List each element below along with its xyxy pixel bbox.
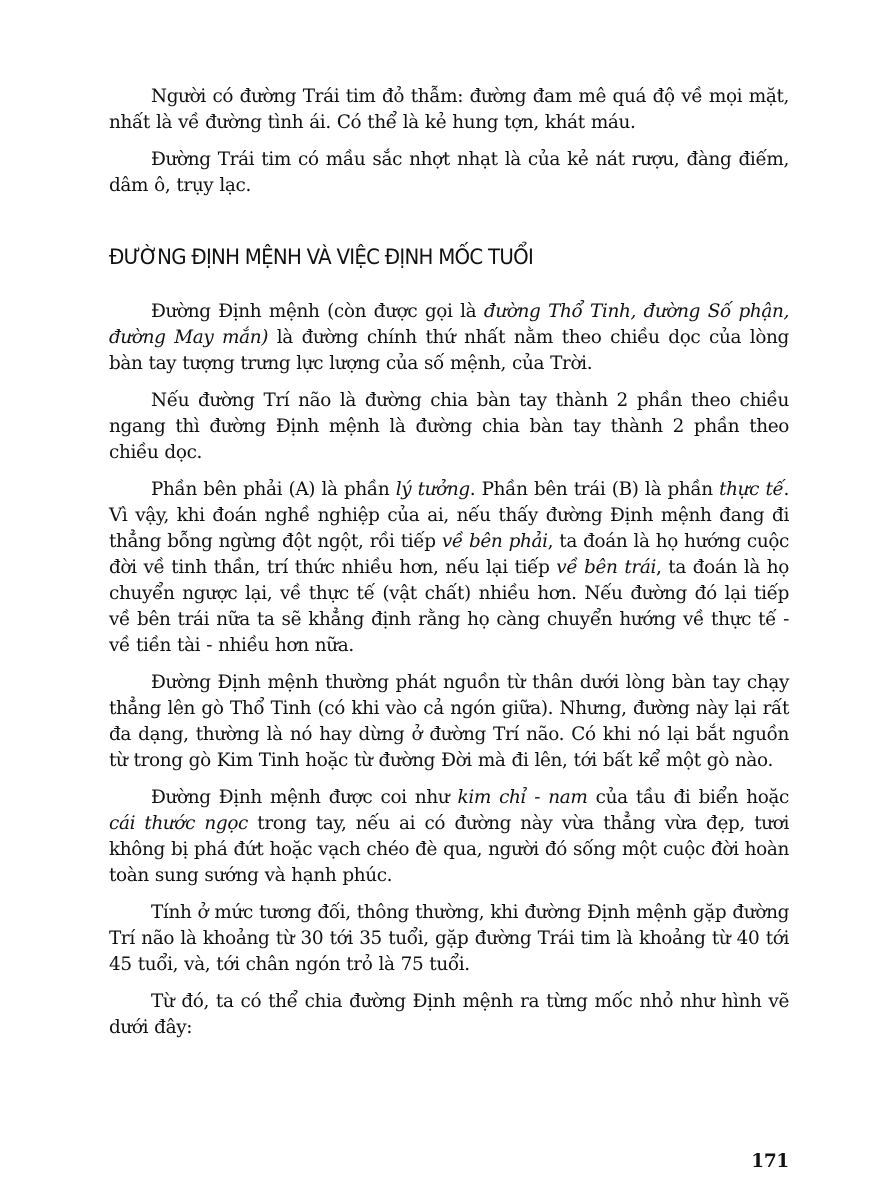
- paragraph: [109, 670, 789, 774]
- paragraph: [109, 388, 789, 466]
- text-run: trong tay, nếu ai có đường này vừa thẳng vừa đẹp, tươi không bị phá đứt hoặc vạch chéo đè qua, người đó sống một cuộc đời hoàn toàn sung sướng và hạnh phúc.: [109, 813, 789, 886]
- italic-text: kim chỉ - nam: [457, 787, 588, 808]
- italic-text: về bên trái: [556, 557, 656, 578]
- paragraph: [109, 785, 789, 889]
- italic-text: thực tế: [719, 479, 784, 500]
- text-run: Người có đường Trái tim đỏ thẫm: đường đam mê quá độ về mọi mặt, nhất là về đường tình ái. Có thể là kẻ hung tợn, khát máu.: [109, 86, 789, 133]
- text-run: Đường Định mệnh được coi như: [151, 787, 458, 808]
- paragraph: [109, 299, 789, 377]
- italic-text: đường Thổ Tinh, đường Số phận, đường May mắn): [109, 301, 789, 348]
- text-run: , ta đoán là họ chuyển ngược lại, về thực tế (vật chất) nhiều hơn. Nếu đường đó lại tiếp về bên trái nữa ta sẽ khẳng định rằng họ càng chuyển hướng về thực tế - về tiền tài - nhiều hơn nữa.: [109, 557, 789, 656]
- page-number: 171: [751, 1151, 789, 1172]
- paragraph: [109, 900, 789, 978]
- text-run: Đường Trái tim có mầu sắc nhợt nhạt là của kẻ nát rượu, đàng điếm, dâm ô, trụy lạc.: [109, 149, 789, 196]
- text-run: Đường Định mệnh thường phát nguồn từ thân dưới lòng bàn tay chạy thẳng lên gò Thổ Tinh (có khi vào cả ngón giữa). Nhưng, đường này lại rất đa dạng, thường là nó hay dừng ở đường Trí não. Có khi nó lại bắt nguồn từ trong gò Kim Tinh hoặc từ đường Đời mà đi lên, tới bất kể một gò nào.: [109, 672, 789, 771]
- text-run: . Vì vậy, khi đoán nghề nghiệp của ai, nếu thấy đường Định mệnh đang đi thẳng bỗng ngừng đột ngột, rồi tiếp: [109, 479, 789, 552]
- text-run: Phần bên phải (A) là phần: [151, 479, 396, 500]
- text-run: Từ đó, ta có thể chia đường Định mệnh ra từng mốc nhỏ như hình vẽ dưới đây:: [109, 991, 789, 1038]
- text-run: . Phần bên trái (B) là phần: [469, 479, 720, 500]
- book-page: [109, 84, 789, 1041]
- text-run: là đường chính thứ nhất nằm theo chiều dọc của lòng bàn tay tượng trưng lực lượng của số mệnh, của Trời.: [109, 327, 789, 374]
- text-run: Tính ở mức tương đối, thông thường, khi đường Định mệnh gặp đường Trí não là khoảng từ 30 tới 35 tuổi, gặp đường Trái tim là khoảng từ 40 tới 45 tuổi, và, tới chân ngón trỏ là 75 tuổi.: [109, 902, 789, 975]
- text-run: của tầu đi biển hoặc: [587, 787, 789, 808]
- intro-section: [109, 84, 789, 199]
- paragraph: [109, 84, 789, 136]
- section-heading: ĐƯỜNG ĐỊNH MỆNH VÀ VIỆC ĐỊNH MỐC TUỔI: [109, 245, 534, 270]
- italic-text: cái thước ngọc: [109, 813, 248, 834]
- paragraph: [109, 989, 789, 1041]
- paragraph: [109, 147, 789, 199]
- text-run: , ta đoán là họ hướng cuộc đời về tinh thần, trí thức nhiều hơn, nếu lại tiếp: [109, 531, 789, 578]
- text-run: Đường Định mệnh (còn được gọi là: [151, 301, 484, 322]
- section-body: [109, 299, 789, 1041]
- italic-text: lý tưởng: [395, 479, 470, 500]
- italic-text: về bên phải: [441, 531, 548, 552]
- text-run: Nếu đường Trí não là đường chia bàn tay thành 2 phần theo chiều ngang thì đường Định mệnh là đường chia bàn tay thành 2 phần theo chiều dọc.: [109, 390, 789, 463]
- paragraph: [109, 477, 789, 659]
